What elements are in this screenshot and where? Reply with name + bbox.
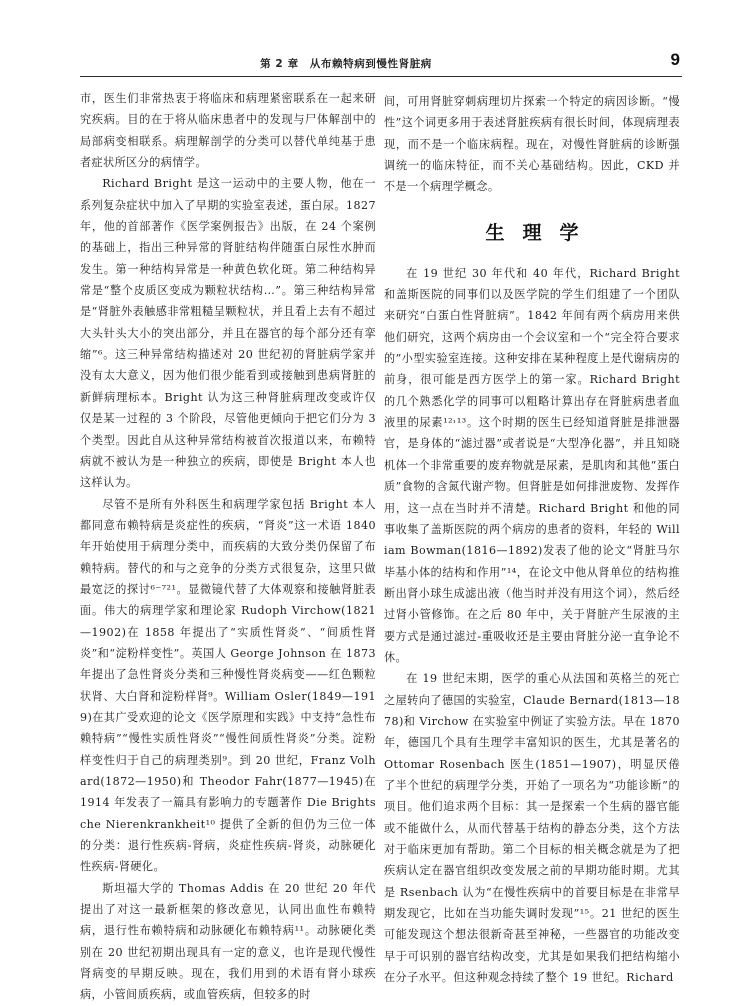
section-heading: 生理学: [485, 221, 597, 244]
paragraph: 间，可用肾脏穿刺病理切片探索一个特定的病因诊断。“慢性”这个词更多用于表述肾脏疾病有很长时间，体现病理表现，而不是一个临床病程。现在，对慢性肾脏病的诊断强调统一的临床特征，而不关心基础结构。因此，CKD 并不是一个病理学概念。: [384, 95, 680, 194]
running-head: 第 2 章 从布赖特病到慢性肾脏病: [260, 58, 432, 70]
paragraph: 在 19 世纪末期，医学的重心从法国和英格兰的死亡之屋转向了德国的实验室，Claude Bernard(1813—1878)和 Virchow 在实验室中例证了实验方法。早在 1870 年，德国几个具有生理学丰富知识的医生，尤其是著名的 Ottomar Rosenbach 医生(1851—1907)，明显厌倦了半个世纪的病理学分类，开始了一项名为“功能诊断”的项目。他们追求两个目标：其一是探索一个生病的器官能或不能做什么，从而代替基于结构的静态分类，这个方法对于临床更加有帮助。第二个目标的相关概念就是为了把疾病认定在器官组织改变发展之前的早期功能时期。尤其是 Rsenbach 认为“在慢性疾病中的首要目标是在非常早期发现它，比如在当功能失调时发现”¹⁵。21 世纪的医生可能发现这个想法很新奇甚至神秘，一些器官的功能改变早于可识别的器官结构改变，尤其是如果我们把结构缩小在分子水平。但这种观念持续了整个 19 世纪。Richard: [384, 672, 680, 985]
paragraph: Richard Bright 是这一运动中的主要人物，他在一系列复杂症状中加入了早期的实验室表述，蛋白尿。1827 年，他的首部著作《医学案例报告》出版，在 24 个案例的基础上，指出三种异常的肾脏结构伴随蛋白尿性水肿而发生。第一种结构异常是一种黄色软化斑。第二种结构异常是“整个皮质区变成为颗粒状结构…”。第三种结构异常是“肾脏外表触感非常粗糙呈颗粒状，并且看上去有不超过大头针头大小的突出部分，并且在器官的每个部分还有挛缩”⁶。这三种异常结构描述对 20 世纪初的肾脏病学家并没有太大意义，因为他们很少能看到或接触到患病肾脏的新鲜病理标本。Bright 认为这三种肾脏病理改变或许仅仅是某一过程的 3 个阶段，尽管他更倾向于把它们分为 3 个类型。因此自从这种异常结构被首次报道以来，布赖特病就不被认为是一种独立的疾病，即使是 Bright 本人也这样认为。: [80, 177, 376, 490]
paragraph: 在 19 世纪 30 年代和 40 年代，Richard Bright 和盖斯医院的同事们以及医学院的学生们组建了一个团队来研究“白蛋白性肾脏病”。1842 年间有两个病房用来供他们研究，这两个病房由一个会议室和一个“完全符合要求的”小型实验室连接。这种安排在某种程度上是代谢病房的前身，很可能是西方医学上的第一家。Richard Bright 的几个熟悉化学的同事可以粗略计算出存在肾脏病患者血液里的尿素¹²˒¹³。这个时期的医生已经知道肾脏是排泄器官，是身体的“滤过器”或者说是“大型净化器”，并且知晓机体一个非常重要的废弃物就是尿素，是肌肉和其他“蛋白质”食物的含氮代谢产物。但肾脏是如何排泄废物、发挥作用，这一点在当时并不清楚。Richard Bright 和他的同事收集了盖斯医院的两个病房的患者的资料，年轻的 William Bowman(1816—1892)发表了他的论文“肾脏马尔毕基小体的结构和作用”¹⁴，在论文中他从肾单位的结构推断出肾小球生成滤出液（他当时并没有用这个词），然后经过肾小管修饰。在之后 80 年中，关于肾脏产生尿液的主要方式是通过滤过-重吸收还是主要由肾脏分泌一直争论不休。: [384, 266, 680, 664]
page-number: 9: [670, 50, 680, 69]
right-column: [384, 91, 680, 988]
left-column: [80, 88, 376, 1006]
page-header: [80, 50, 682, 77]
paragraph: 尽管不是所有外科医生和病理学家包括 Bright 本人都同意布赖特病是炎症性的疾病，“肾炎”这一术语 1840 年开始使用于病理分类中，而疾病的大致分类仍保留了布赖特病。替代的和与之竞争的分类方式很复杂，这里只做最宽泛的探讨⁶⁻⁷²¹。显微镜代替了大体观察和接触肾脏表面。伟大的病理学家和理论家 Rudoph Virchow(1821—1902)在 1858 年提出了“实质性肾炎”、“间质性肾炎”和“淀粉样变性”。英国人 George Johnson 在 1873 年提出了急性肾炎分类和三种慢性肾炎病变——红色颗粒状肾、大白肾和淀粉样肾⁹。William Osler(1849—1919)在其广受欢迎的论文《医学原理和实践》中支持“急性布赖特病”“慢性实质性肾炎”“慢性间质性肾炎”分类。淀粉样变性归于自己的病理类别⁹。到 20 世纪，Franz Volhard(1872—1950)和 Theodor Fahr(1877—1945)在 1914 年发表了一篇具有影响力的专题著作 Die Brightsche Nierenkrankheit¹⁰ 提供了全新的但仍为三位一体的分类：退行性疾病-肾病，炎症性疾病-肾炎，动脉硬化性疾病-肾硬化。: [80, 497, 376, 874]
paragraph: 市，医生们非常热衷于将临床和病理紧密联系在一起来研究疾病。目的在于将从临床患者中的发现与尸体解剖中的局部病变相联系。病理解剖学的分类可以替代单纯基于患者症状所区分的病情学。: [80, 92, 376, 170]
paragraph: 斯坦福大学的 Thomas Addis 在 20 世纪 20 年代提出了对这一最新框架的修改意见，认同出血性布赖特病，退行性布赖特病和动脉硬化布赖特病¹¹。动脉硬化类别在 20 世纪初期出现具有一定的意义，也许是现代慢性肾病变的早期反映。现在，我们用到的术语有肾小球疾病，小管间质疾病，或血管疾病，但较多的时: [80, 881, 376, 1002]
